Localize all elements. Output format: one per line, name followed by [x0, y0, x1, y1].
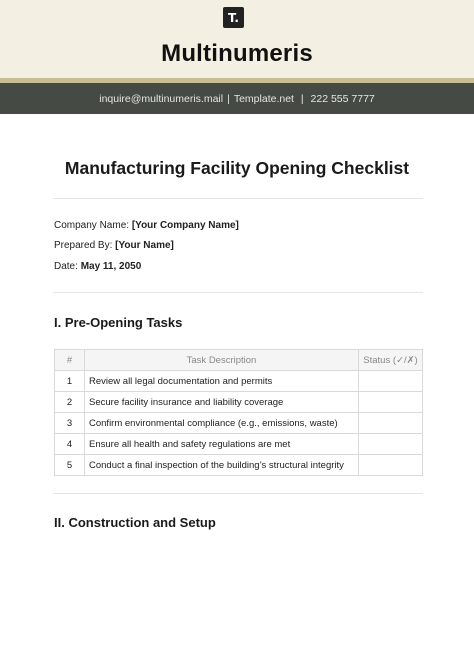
- row-number: 4: [55, 434, 85, 455]
- row-number: 5: [55, 455, 85, 476]
- divider: [53, 198, 423, 199]
- company-name-line: [54, 220, 239, 231]
- section-heading-construction: II. Construction and Setup: [54, 515, 216, 530]
- task-description: Secure facility insurance and liability coverage: [85, 392, 359, 413]
- brand-name: Multinumeris: [161, 40, 313, 67]
- contact-separator: |: [227, 92, 230, 105]
- contact-bar: [0, 83, 474, 114]
- status-cell[interactable]: [359, 413, 423, 434]
- table-row: [55, 434, 423, 455]
- contact-email[interactable]: inquire@multinumeris.mail: [99, 92, 224, 105]
- task-description: Ensure all health and safety regulations are met: [85, 434, 359, 455]
- prepared-value: [Your Name]: [115, 240, 174, 251]
- prepared-label: Prepared By:: [54, 240, 113, 251]
- row-number: 3: [55, 413, 85, 434]
- contact-phone: 222 555 7777: [310, 92, 375, 105]
- company-label: Company Name:: [54, 220, 130, 231]
- divider: [53, 292, 423, 293]
- task-description: Conduct a final inspection of the building’s structural integrity: [85, 455, 359, 476]
- date-label: Date:: [54, 261, 78, 272]
- column-header-task: Task Description: [85, 350, 359, 371]
- status-cell[interactable]: [359, 371, 423, 392]
- task-description: Confirm environmental compliance (e.g., emissions, waste): [85, 413, 359, 434]
- template-logo-icon: T.: [223, 7, 244, 28]
- company-value: [Your Company Name]: [131, 220, 239, 231]
- date-value: May 11, 2050: [80, 261, 142, 272]
- document-title: Manufacturing Facility Opening Checklist: [64, 158, 410, 178]
- task-description: Review all legal documentation and permits: [85, 371, 359, 392]
- contact-site[interactable]: Template.net: [233, 92, 294, 105]
- column-header-number: #: [55, 350, 85, 371]
- column-header-status: Status (✓/✗): [359, 350, 423, 371]
- row-number: 1: [55, 371, 85, 392]
- header-banner: [0, 0, 474, 78]
- status-cell[interactable]: [359, 392, 423, 413]
- date-line: [54, 261, 141, 272]
- contact-separator: |: [297, 92, 307, 105]
- table-row: [55, 455, 423, 476]
- table-row: [55, 371, 423, 392]
- table-row: [55, 413, 423, 434]
- status-cell[interactable]: [359, 455, 423, 476]
- section-heading-pre-opening: I. Pre-Opening Tasks: [54, 315, 183, 330]
- table-header-row: [55, 350, 423, 371]
- table-row: [55, 392, 423, 413]
- prepared-by-line: [54, 240, 174, 251]
- pre-opening-table: [54, 349, 423, 476]
- status-cell[interactable]: [359, 434, 423, 455]
- row-number: 2: [55, 392, 85, 413]
- divider: [53, 493, 423, 494]
